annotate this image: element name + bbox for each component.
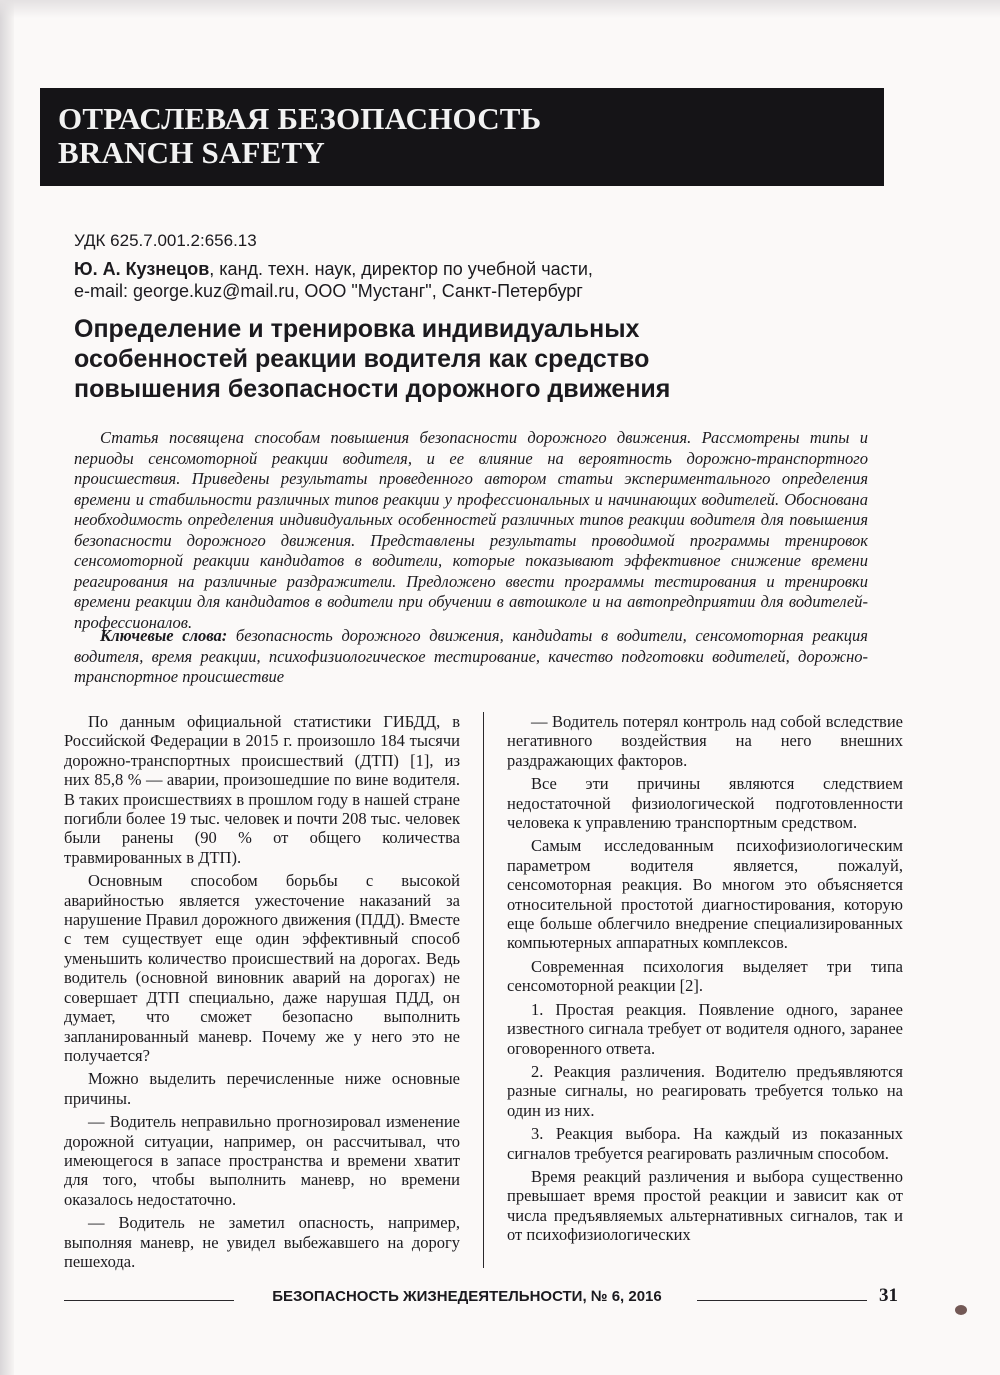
paragraph: Основным способом борьбы с высокой аварийностью является ужесточение наказаний за нарушение Правил дорожного движения (ПДД). Вместе с тем существует еще один эффективный способ уменьшить количество происшествий на дорогах. Ведь водитель (основной виновник аварий на дорогах) не совершает ДТП специально, даже нарушая ПДД, он думает, что сможет безопасно выполнить запланированный маневр. Почему же у него это не получается? <box>64 871 460 1065</box>
paragraph: Время реакций различения и выбора существенно превышает время простой реакции и зависит как от числа предъявляемых альтернативных сигналов, так и от психофизиологических <box>507 1166 903 1245</box>
section-title-ru: ОТРАСЛЕВАЯ БЕЗОПАСНОСТЬ <box>58 101 542 136</box>
abstract: Статья посвящена способам повышения безопасности дорожного движения. Рассмотрены типы и периоды сенсомоторной реакции водителя, и ее влияние на вероятность дорожно-транспортного происшествия. Приведены результаты проведенного автором статьи экспериментального определения времени и стабильности различных типов реакции у профессиональных и начинающих водителей. Обоснована необходимость определения индивидуальных особенностей различных типов реакции водителя для повышения безопасности дорожного движения. Представлены результаты проводимой программы тренировок сенсомоторной реакции кандидатов в водители, которые показывают эффективное снижение времени реагирования на различные раздражители. Предложено ввести программы тестирования и тренировки времени реакции для кандидатов в водители при обучении в автошколе и на автопредприятии для водителей-профессионалов. <box>74 428 868 632</box>
paragraph: Можно выделить перечисленные ниже основные причины. <box>64 1069 460 1108</box>
author-block <box>74 258 774 302</box>
paragraph: — Водитель неправильно прогнозировал изменение дорожной ситуации, например, он рассчитывал, что имеющегося в запасе пространства и времени хватит для того, чтобы выполнить маневр, но времени оказалось недостаточно. <box>64 1112 460 1209</box>
author-credentials: , канд. техн. наук, директор по учебной части, <box>209 259 593 279</box>
paragraph: — Водитель потерял контроль над собой вследствие негативного воздействия на него внешних раздражающих факторов. <box>507 712 903 770</box>
body-column-right <box>507 712 903 1249</box>
section-title-en: BRANCH SAFETY <box>58 135 325 170</box>
paragraph: — Водитель не заметил опасность, например, выполняя маневр, не увидел выбежавшего на дорогу пешехода. <box>64 1213 460 1271</box>
footer-rule-left <box>64 1300 234 1301</box>
keywords-label: Ключевые слова: <box>100 626 228 645</box>
scan-top-shadow <box>0 0 1000 18</box>
paragraph: Самым исследованным психофизиологическим параметром водителя является, пожалуй, сенсомоторная реакция. Во многом это объясняется относительной простотой диагностирования, которую еще больше облегчило внедрение специализированных компьютерных аппаратных комплексов. <box>507 836 903 953</box>
paragraph: По данным официальной статистики ГИБДД, в Российской Федерации в 2015 г. произошло 184 тысячи дорожно-транспортных происшествий (ДТП) [1], из них 85,8 % — аварии, произошедшие по вине водителя. В таких происшествиях в прошлом году в нашей стране погибли более 19 тыс. человек и почти 208 тыс. человек были ранены (90 % от общего количества травмированных в ДТП). <box>64 712 460 867</box>
author-contact: e-mail: george.kuz@mail.ru, ООО "Мустанг", Санкт-Петербург <box>74 281 583 301</box>
body-column-left <box>64 712 460 1275</box>
column-divider <box>483 712 484 1268</box>
ink-spot <box>955 1305 967 1315</box>
section-header-bar <box>40 88 884 186</box>
author-name: Ю. А. Кузнецов <box>74 259 210 279</box>
udc-code: УДК 625.7.001.2:656.13 <box>74 231 257 250</box>
paragraph: 3. Реакция выбора. На каждый из показанных сигналов требуется реагировать различным способом. <box>507 1124 903 1163</box>
paragraph: Современная психология выделяет три типа сенсомоторной реакции [2]. <box>507 956 903 996</box>
scan-edge-shadow <box>0 0 14 1375</box>
footer-journal-name: БЕЗОПАСНОСТЬ ЖИЗНЕДЕЯТЕЛЬНОСТИ, № 6, 2016 <box>272 1288 662 1305</box>
page-number: 31 <box>879 1285 898 1306</box>
footer-rule-right <box>697 1300 867 1301</box>
paragraph: 2. Реакция различения. Водителю предъявляются разные сигналы, но реагировать требуется только на один из них. <box>507 1061 903 1120</box>
keywords <box>74 626 868 688</box>
article-title: Определение и тренировка индивидуальных особенностей реакции водителя как средство повышения безопасности дорожного движения <box>74 315 671 403</box>
paragraph: Все эти причины являются следствием недостаточной физиологической подготовленности человека к управлению транспортным средством. <box>507 774 903 833</box>
keywords-text: безопасность дорожного движения, кандидаты в водители, сенсомоторная реакция водителя, время реакции, психофизиологическое тестирование, качество подготовки водителей, дорожно-транспортное происшествие <box>74 626 868 686</box>
paragraph: 1. Простая реакция. Появление одного, заранее известного сигнала требует от водителя одного, заранее оговоренного ответа. <box>507 999 903 1058</box>
